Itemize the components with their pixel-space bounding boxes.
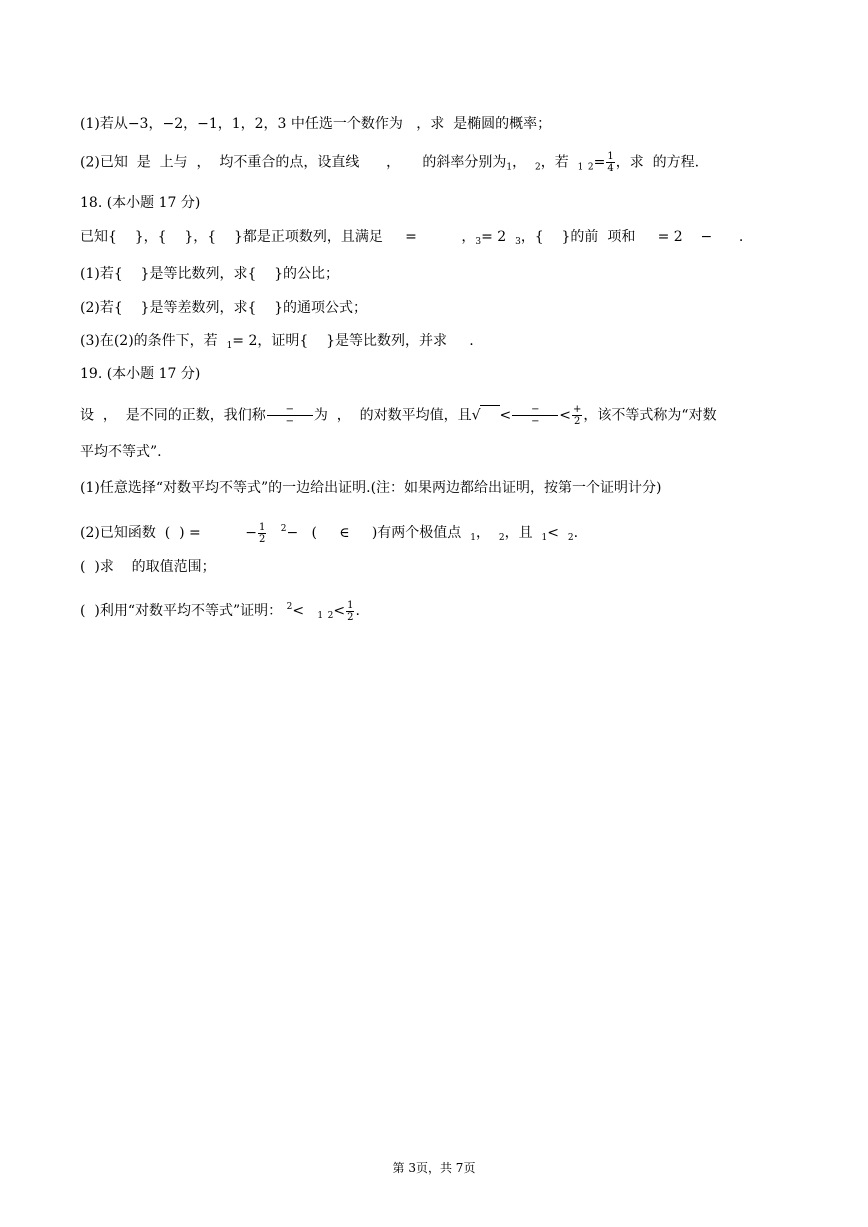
fraction-arithmetic-mean: $\frac{+}{2}$: [573, 404, 582, 427]
text-line-q17-2: (2)已知 是 上与 ， 均不重合的点，设直线 ， 的斜率分别为$_1$， $_2$，若 $_1$ $_2$= $\frac{1}{4}$ ，求 的方程.: [80, 151, 700, 174]
text-line-q18-stem: 已知{ }，{ }，{ }都是正项数列，且满足 = ，$_3$= 2 $_3$，{ }的前 项和 = 2 − .: [80, 229, 744, 247]
fraction-log-mean: $\frac{-}{-}$: [267, 404, 313, 427]
text-line-q18-3: (3)在(2)的条件下，若 $_1$= 2，证明{ }是等比数列，并求 .: [80, 333, 474, 351]
text-line-q19-2-i: ( )求 的取值范围；: [80, 559, 216, 575]
text-line-q18-2: (2)若{ }是等差数列，求{ }的通项公式；: [80, 300, 368, 316]
text-line-q19-1: (1)任意选择“对数平均不等式”的一边给出证明.(注：如果两边都给出证明，按第一个证明计分): [80, 480, 662, 496]
fraction-one-half-2: $\frac{1}{2}$: [347, 599, 354, 623]
fraction-log-mean-2: $\frac{-}{-}$: [512, 404, 558, 427]
text-line-q19-stem-cont: 平均不等式”.: [80, 444, 162, 460]
sqrt-bar: [480, 405, 500, 418]
text-line-q19-stem: 设 ， 是不同的正数，我们称 $\frac{-}{-}$ 为 ， 的对数平均值，且√ < $\frac{-}{-}$ < $\frac{+}{2}$ ，该不等式称为“对数: [80, 404, 717, 427]
text-line-q18-1: (1)若{ }是等比数列，求{ }的公比；: [80, 266, 340, 282]
text-line-q19-2: (2)已知函数 ( ) = − $\frac{1}{2}$ $^2$− ( ∈ )有两个极值点 $_1$， $_2$，且 $_1$< $_2$.: [80, 521, 579, 545]
text-line-q17-1: (1)若从−3，−2，−1，1，2，3 中任选一个数作为 ，求 是椭圆的概率；: [80, 116, 552, 132]
question-18-heading: 18. (本小题 17 分): [80, 195, 201, 211]
fraction-one-half: $\frac{1}{2}$: [258, 521, 266, 545]
page-footer: 第 3页，共 7页: [392, 1161, 476, 1175]
question-19-heading: 19. (本小题 17 分): [80, 366, 201, 382]
fraction-one-quarter: $\frac{1}{4}$: [607, 151, 614, 174]
sqrt-sign: √: [471, 407, 481, 424]
text-line-q19-2-ii: ( )利用“对数平均不等式”证明： $^2$< $_1$ $_2$< $\frac{1}{2}$ .: [80, 599, 360, 623]
